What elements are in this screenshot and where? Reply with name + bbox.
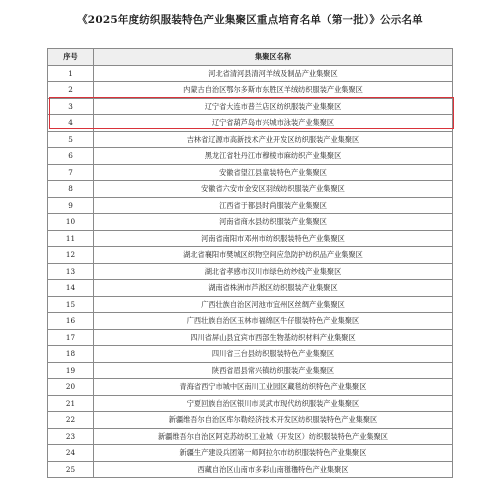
row-number: 13: [48, 263, 94, 280]
table-row: [48, 197, 453, 214]
row-cluster-name: 新疆维吾尔自治区阿克苏纺织工业城（开发区）纺织服装特色产业集聚区: [94, 428, 453, 445]
row-cluster-name: 西藏自治区山南市多彩山南氆氇特色产业集聚区: [94, 461, 453, 478]
row-number: 3: [48, 98, 94, 115]
table-row: [48, 214, 453, 231]
table-row: [48, 313, 453, 330]
row-number: 11: [48, 230, 94, 247]
table-row: [48, 461, 453, 478]
row-number: 25: [48, 461, 94, 478]
row-number: 20: [48, 379, 94, 396]
row-number: 22: [48, 412, 94, 429]
row-cluster-name: 辽宁省葫芦岛市兴城市泳装产业集聚区: [94, 115, 453, 132]
row-number: 12: [48, 247, 94, 264]
table-header-row: [48, 49, 453, 66]
row-number: 23: [48, 428, 94, 445]
row-cluster-name: 内蒙古自治区鄂尔多斯市东胜区羊绒纺织服装产业集聚区: [94, 82, 453, 99]
row-number: 2: [48, 82, 94, 99]
table-row: [48, 428, 453, 445]
row-cluster-name: 四川省屏山县宜宾市西部生物基纺织材料产业集聚区: [94, 329, 453, 346]
row-number: 16: [48, 313, 94, 330]
row-cluster-name: 河南省商水县纺织服装产业集聚区: [94, 214, 453, 231]
row-cluster-name: 湖南省株洲市芦淞区纺织服装产业集聚区: [94, 280, 453, 297]
row-number: 6: [48, 148, 94, 165]
table-row: [48, 263, 453, 280]
table-row: [48, 148, 453, 165]
row-number: 24: [48, 445, 94, 462]
table-row: [48, 296, 453, 313]
row-number: 14: [48, 280, 94, 297]
row-cluster-name: 安徽省六安市金安区羽绒纺织服装产业集聚区: [94, 181, 453, 198]
row-number: 17: [48, 329, 94, 346]
row-cluster-name: 河南省南阳市邓州市纺织服装特色产业集聚区: [94, 230, 453, 247]
row-number: 18: [48, 346, 94, 363]
row-cluster-name: 陕西省眉县常兴镇纺织服装产业集聚区: [94, 362, 453, 379]
header-number: 序号: [48, 49, 94, 66]
row-number: 1: [48, 65, 94, 82]
table-row: [48, 379, 453, 396]
table-row: [48, 131, 453, 148]
document-title: 《2025年度纺织服装特色产业集聚区重点培育名单（第一批）》公示名单: [77, 14, 423, 26]
table-row: [48, 346, 453, 363]
row-cluster-name: 江西省于都县时尚服装产业集聚区: [94, 197, 453, 214]
row-cluster-name: 四川省三台县纺织服装特色产业集聚区: [94, 346, 453, 363]
row-number: 21: [48, 395, 94, 412]
table-row: [48, 329, 453, 346]
table-row: [48, 65, 453, 82]
row-cluster-name: 广西壮族自治区玉林市福绵区牛仔服装特色产业集聚区: [94, 313, 453, 330]
table-body: [48, 65, 453, 478]
table-row: [48, 115, 453, 132]
table-row: [48, 395, 453, 412]
table-row: [48, 362, 453, 379]
row-number: 9: [48, 197, 94, 214]
table-row: [48, 82, 453, 99]
cluster-list-table: [47, 48, 453, 478]
row-number: 19: [48, 362, 94, 379]
row-number: 4: [48, 115, 94, 132]
row-number: 10: [48, 214, 94, 231]
row-cluster-name: 新疆维吾尔自治区库尔勒经济技术开发区纺织服装特色产业集聚区: [94, 412, 453, 429]
table-row: [48, 181, 453, 198]
row-cluster-name: 安徽省望江县童装特色产业集聚区: [94, 164, 453, 181]
row-number: 8: [48, 181, 94, 198]
row-cluster-name: 河北省清河县清河羊绒及制品产业集聚区: [94, 65, 453, 82]
table-row: [48, 445, 453, 462]
row-cluster-name: 黑龙江省牡丹江市穆棱市麻纺织产业集聚区: [94, 148, 453, 165]
table-row: [48, 164, 453, 181]
table-row: [48, 280, 453, 297]
row-cluster-name: 新疆生产建设兵团第一师阿拉尔市纺织服装特色产业集聚区: [94, 445, 453, 462]
row-number: 7: [48, 164, 94, 181]
row-cluster-name: 吉林省辽源市高新技术产业开发区纺织服装产业集聚区: [94, 131, 453, 148]
table-row: [48, 412, 453, 429]
table-row: [48, 230, 453, 247]
row-number: 5: [48, 131, 94, 148]
table-row: [48, 247, 453, 264]
row-cluster-name: 辽宁省大连市普兰店区纺织服装产业集聚区: [94, 98, 453, 115]
table-row: [48, 98, 453, 115]
header-cluster-name: 集聚区名称: [94, 49, 453, 66]
row-cluster-name: 湖北省孝感市汉川市绿色纺纱线产业集聚区: [94, 263, 453, 280]
row-number: 15: [48, 296, 94, 313]
row-cluster-name: 广西壮族自治区河池市宜州区丝绸产业集聚区: [94, 296, 453, 313]
row-cluster-name: 湖北省襄阳市樊城区织物空间应急防护纺织品产业集聚区: [94, 247, 453, 264]
row-cluster-name: 青海省西宁市城中区南川工业园区藏毯纺织特色产业集聚区: [94, 379, 453, 396]
row-cluster-name: 宁夏回族自治区银川市灵武市现代纺织服装产业集聚区: [94, 395, 453, 412]
